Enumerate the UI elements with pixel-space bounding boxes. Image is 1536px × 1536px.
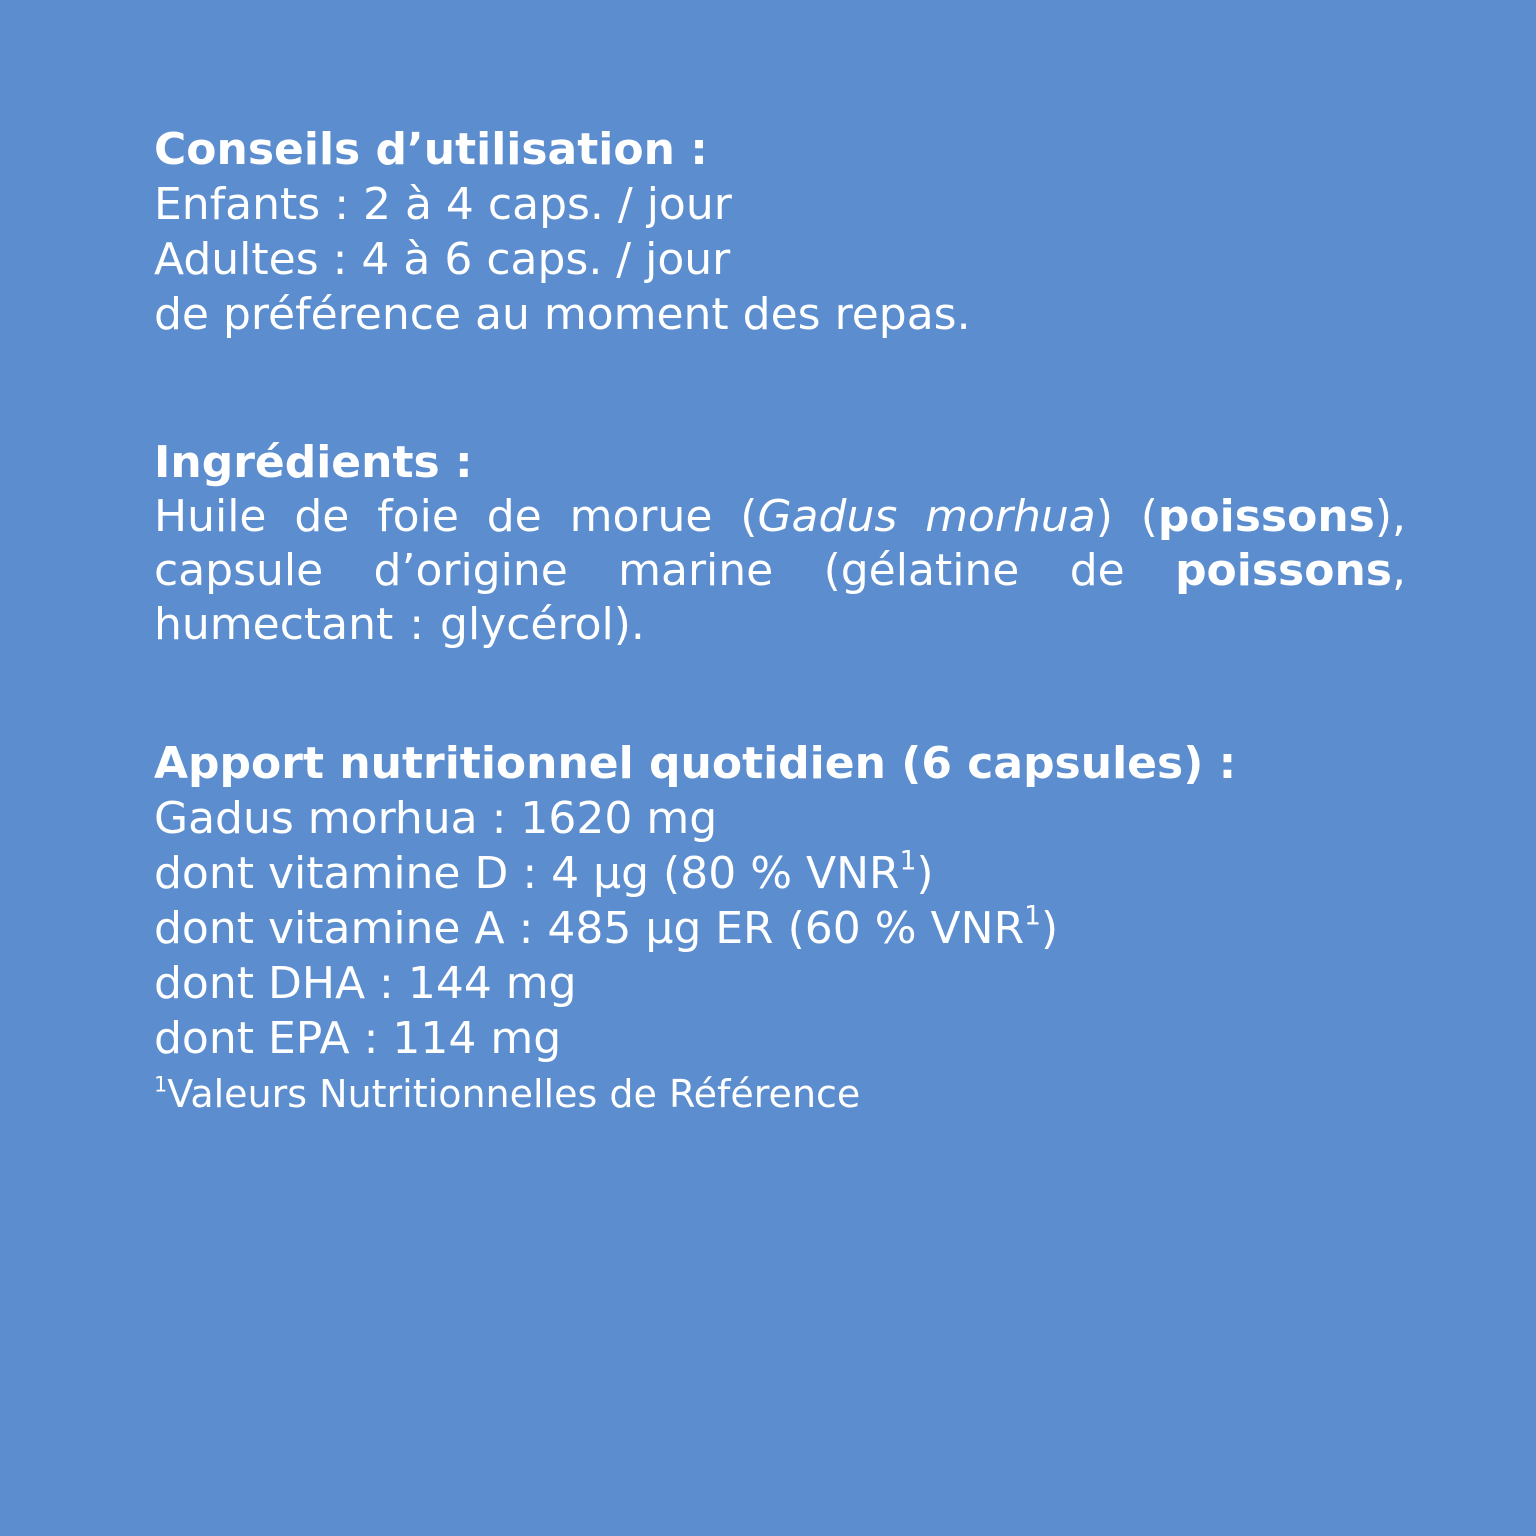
vitamin-d-close: ) xyxy=(916,848,934,899)
nutrition-heading: Apport nutritionnel quotidien (6 capsules) : xyxy=(154,738,1237,789)
label-text-block xyxy=(154,122,1406,1122)
nutrition-section xyxy=(154,736,1406,1122)
ingredients-allergen-1: poissons xyxy=(1157,491,1375,542)
usage-line-adults: Adultes : 4 à 6 caps. / jour xyxy=(154,234,731,285)
ingredients-allergen-2: poissons xyxy=(1175,545,1392,596)
vitamin-a-close: ) xyxy=(1040,903,1059,954)
vitamin-d-footnote-marker: 1 xyxy=(899,845,917,877)
vitamin-a-text: dont vitamine A : 485 µg ER (60 % VNR xyxy=(154,903,1025,954)
ingredients-heading: Ingrédients : xyxy=(154,437,473,488)
usage-line-children: Enfants : 2 à 4 caps. / jour xyxy=(154,179,732,230)
usage-section xyxy=(154,122,1406,342)
ingredients-part-2: ) ( xyxy=(1095,491,1158,542)
nutrition-line-gadus: Gadus morhua : 1620 mg xyxy=(154,793,718,844)
nutrition-line-vitamin-a xyxy=(154,901,1406,956)
ingredients-section xyxy=(154,435,1406,652)
ingredients-part-1: Huile de foie de morue ( xyxy=(154,491,758,542)
usage-heading: Conseils d’utilisation : xyxy=(154,124,708,175)
nutrition-line-epa: dont EPA : 114 mg xyxy=(154,1013,562,1064)
vitamin-a-footnote-marker: 1 xyxy=(1024,900,1041,932)
usage-line-meals: de préférence au moment des repas. xyxy=(154,289,971,340)
footnote-marker: 1 xyxy=(154,1072,168,1097)
ingredients-species: Gadus morhua xyxy=(757,491,1096,542)
ingredients-part-3: ), capsule d’origine marine (gélatine de xyxy=(154,491,1406,596)
nutrition-line-dha: dont DHA : 144 mg xyxy=(154,958,577,1009)
footnote-text: Valeurs Nutritionnelles de Référence xyxy=(167,1072,861,1116)
ingredients-part-4: , humectant : glycérol). xyxy=(154,545,1406,650)
vitamin-d-text: dont vitamine D : 4 µg (80 % VNR xyxy=(154,848,900,899)
ingredients-text xyxy=(154,490,1406,652)
nutrition-line-vitamin-d xyxy=(154,846,1406,901)
footnote xyxy=(154,1066,1406,1122)
